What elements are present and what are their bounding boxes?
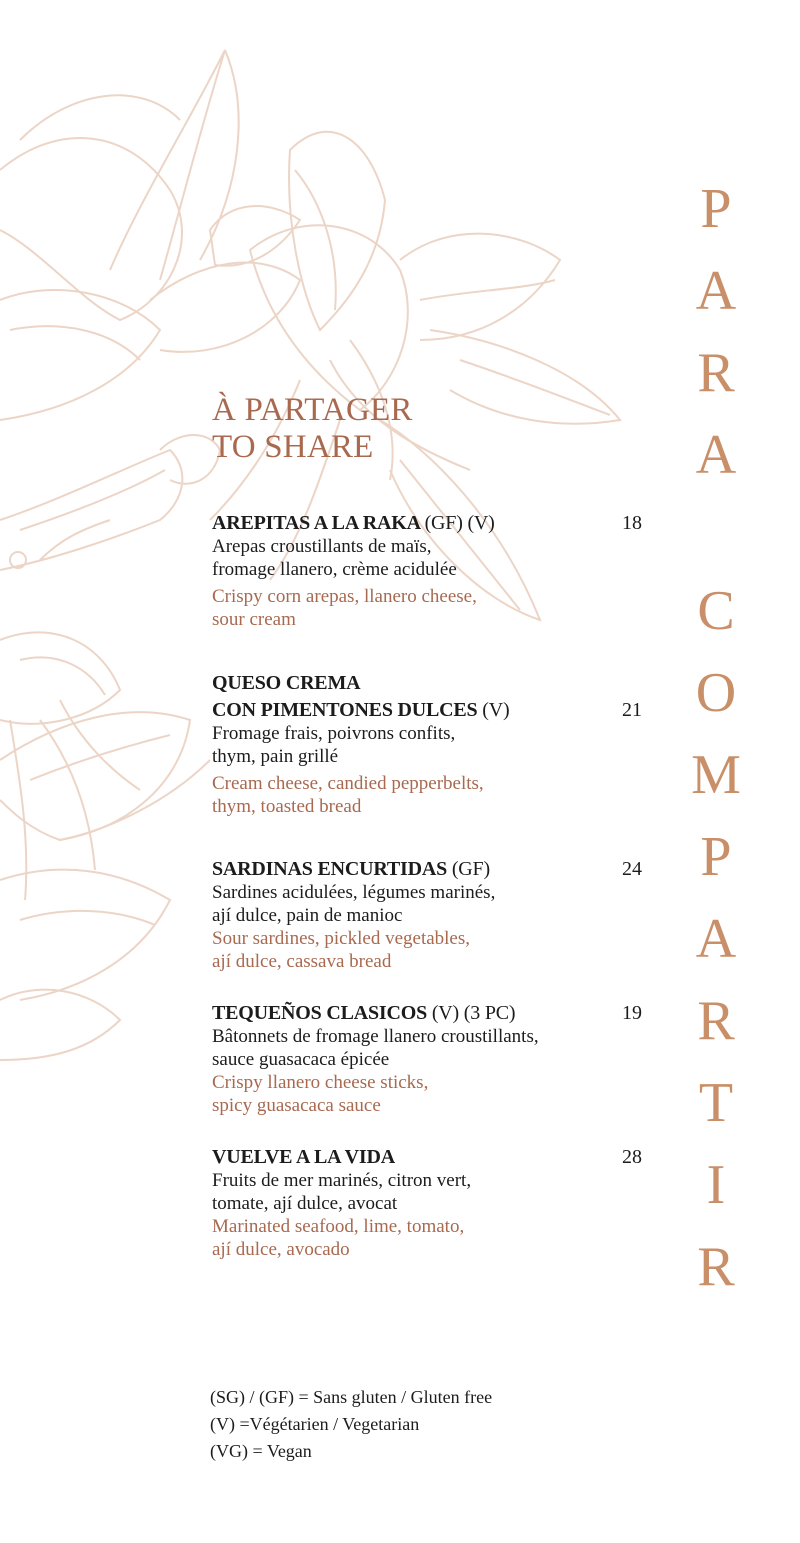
vertical-title-letter: A xyxy=(695,260,737,322)
vertical-title-letter: M xyxy=(691,744,741,806)
item-tags: (GF) xyxy=(451,858,490,880)
vertical-title-letter: R xyxy=(697,1236,735,1298)
item-name xyxy=(212,1001,642,1025)
item-name-text: SARDINAS ENCURTIDAS xyxy=(212,858,447,880)
dietary-legend xyxy=(210,1384,492,1465)
item-description-fr: Fromage frais, poivrons confits, xyxy=(212,723,456,744)
item-description-en: thym, toasted bread xyxy=(212,796,362,817)
menu-item xyxy=(212,1001,642,1117)
item-description-fr: Bâtonnets de fromage llanero croustillants, xyxy=(212,1026,539,1047)
menu-item xyxy=(212,1145,642,1261)
vertical-title-letter: I xyxy=(706,1154,726,1216)
item-name xyxy=(212,857,642,881)
menu-item xyxy=(212,857,642,973)
item-name xyxy=(212,1145,642,1169)
item-description-en: Sour sardines, pickled vegetables, xyxy=(212,928,471,949)
vertical-title xyxy=(676,168,756,1308)
item-price: 24 xyxy=(622,858,642,880)
item-name xyxy=(212,511,642,535)
section-title-fr: À PARTAGER xyxy=(212,392,413,428)
item-name-text: TEQUEÑOS CLASICOS xyxy=(212,1002,427,1024)
item-description-fr: sauce guasacaca épicée xyxy=(212,1049,390,1070)
vertical-title-letter: R xyxy=(697,342,735,404)
legend-vegetarian: (V) =Végétarien / Vegetarian xyxy=(210,1414,420,1434)
item-description-en: sour cream xyxy=(212,609,296,630)
vertical-title-letter: A xyxy=(695,424,737,486)
item-price: 18 xyxy=(622,512,642,534)
vertical-title-letter: C xyxy=(697,580,735,642)
item-description-fr: ají dulce, pain de manioc xyxy=(212,905,403,926)
item-price: 21 xyxy=(622,699,642,721)
vertical-title-letter: P xyxy=(700,826,732,888)
vertical-title-letter: R xyxy=(697,990,735,1052)
legend-gluten-free: (SG) / (GF) = Sans gluten / Gluten free xyxy=(210,1387,493,1407)
vertical-title-letter: P xyxy=(700,178,732,240)
item-name-line1: QUESO CREMA xyxy=(212,672,361,694)
item-description-fr: Sardines acidulées, légumes marinés, xyxy=(212,882,496,903)
vertical-title-para xyxy=(676,168,756,496)
item-name xyxy=(212,698,642,722)
item-description-fr: thym, pain grillé xyxy=(212,746,339,767)
item-price: 28 xyxy=(622,1146,642,1168)
item-description-en: Marinated seafood, lime, tomato, xyxy=(212,1216,465,1237)
item-price: 19 xyxy=(622,1002,642,1024)
item-description-en: Cream cheese, candied pepperbelts, xyxy=(212,773,484,794)
item-description-en: spicy guasacaca sauce xyxy=(212,1095,381,1116)
vertical-title-letter: T xyxy=(698,1072,734,1134)
vertical-title-letter: A xyxy=(695,908,737,970)
section-title xyxy=(212,392,413,466)
menu-item xyxy=(212,671,642,818)
item-tags: (V) (3 PC) xyxy=(431,1002,516,1024)
item-tags: (V) xyxy=(482,699,510,721)
item-description-fr: fromage llanero, crème acidulée xyxy=(212,559,457,580)
item-name-text: AREPITAS A LA RAKA xyxy=(212,512,420,534)
item-description-en: ají dulce, cassava bread xyxy=(212,951,392,972)
item-description-fr: tomate, ají dulce, avocat xyxy=(212,1193,398,1214)
item-description-fr: Fruits de mer marinés, citron vert, xyxy=(212,1170,472,1191)
vertical-title-letter: O xyxy=(695,662,737,724)
legend-vegan: (VG) = Vegan xyxy=(210,1441,312,1461)
vertical-title-compartir xyxy=(676,570,756,1308)
item-description-fr: Arepas croustillants de maïs, xyxy=(212,536,432,557)
item-description-en: Crispy corn arepas, llanero cheese, xyxy=(212,586,477,607)
item-name-text: CON PIMENTONES DULCES xyxy=(212,699,478,721)
item-description-en: ají dulce, avocado xyxy=(212,1239,350,1260)
menu-item xyxy=(212,511,642,631)
item-description-en: Crispy llanero cheese sticks, xyxy=(212,1072,429,1093)
item-name-text: VUELVE A LA VIDA xyxy=(212,1146,395,1168)
section-title-en: TO SHARE xyxy=(212,429,374,465)
item-tags: (GF) (V) xyxy=(424,512,495,534)
